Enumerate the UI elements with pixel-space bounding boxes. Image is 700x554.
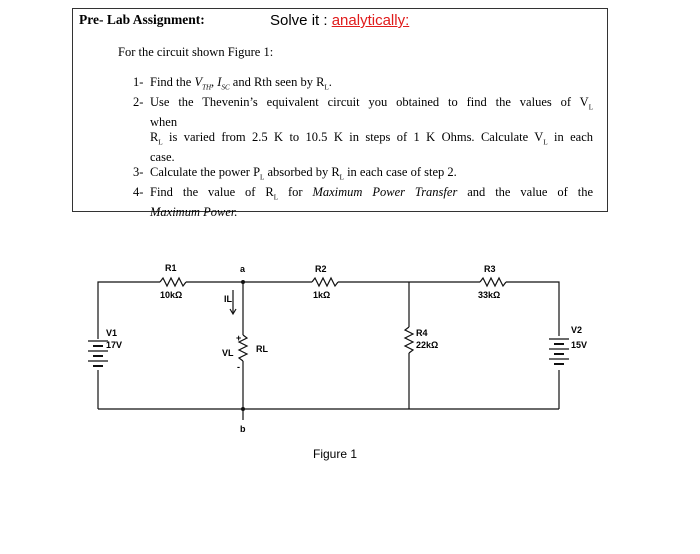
r3-value: 33kΩ — [478, 290, 501, 300]
node-a-label: a — [240, 264, 246, 274]
plus-sign: + — [236, 333, 242, 343]
r4-value: 22kΩ — [416, 340, 439, 350]
node-b-label: b — [240, 424, 246, 434]
wire-top-right-v2 — [506, 282, 559, 336]
battery-v2 — [549, 339, 569, 364]
v2-value: 15V — [571, 340, 588, 350]
minus-sign: - — [237, 362, 240, 372]
current-label: IL — [224, 294, 232, 304]
v1-value: 17V — [106, 340, 123, 350]
v1-name: V1 — [106, 328, 118, 338]
rl-name: RL — [256, 344, 268, 354]
item-2-text: Use the Thevenin’s equivalent circuit you obtained to find the values of $V_L$ when $R_L$ is varied from 2.5 K to 10.5 K in steps of 1 K Ohms. Calculate $V_L$ in each case. — [150, 95, 593, 165]
item-4-text: Find the value of $R_L$ for Maximum Power Transfer and the value of the Maximum Power. — [150, 185, 594, 220]
node-a-dot — [241, 280, 245, 284]
v2-name: V2 — [571, 325, 583, 335]
assignment-item-1: 1- Find the $V_{TH}$, $I_{SC}$ and Rth seen by $R_L$. — [133, 75, 593, 95]
figure-caption: Figure 1 — [313, 447, 358, 461]
solve-prefix: Solve it : — [270, 12, 332, 29]
resistor-r3 — [480, 278, 506, 286]
r1-name: R1 — [165, 263, 177, 273]
r2-value: 1kΩ — [313, 290, 331, 300]
item-1-text: Find the $V_{TH}$, $I_{SC}$ and Rth seen by $R_L$. — [150, 75, 332, 92]
assignment-heading: Pre- Lab Assignment: — [79, 12, 205, 27]
r2-name: R2 — [315, 264, 327, 274]
r3-name: R3 — [484, 264, 496, 274]
assignment-item-2: 2- Use the Thevenin’s equivalent circuit you obtained to find the values of $V_L$ when $R_L$ is varied from 2.5 K to 10.5 K in steps of 1 K Ohms. Calculate $V_L$ in each case. — [133, 95, 593, 165]
voltage-label: VL — [222, 348, 234, 358]
resistor-r2 — [312, 278, 338, 286]
r1-value: 10kΩ — [160, 290, 183, 300]
r4-name: R4 — [416, 328, 428, 338]
battery-v1 — [88, 341, 108, 366]
resistor-r4 — [405, 327, 413, 353]
node-b-dot — [241, 407, 245, 411]
solve-highlight: analytically: — [331, 12, 410, 29]
resistor-r1 — [160, 278, 186, 286]
assignment-item-3: 3- Calculate the power $P_L$ absorbed by $R_L$ in each case of step 2. — [133, 165, 593, 185]
item-3-text: Calculate the power $P_L$ absorbed by $R_L$ in each case of step 2. — [150, 165, 457, 182]
assignment-item-4: 4- Find the value of $R_L$ for Maximum Power Transfer and the value of the Maximum Power. — [133, 185, 594, 220]
wire-top-left — [98, 282, 160, 291]
assignment-intro: For the circuit shown Figure 1: — [118, 45, 274, 59]
